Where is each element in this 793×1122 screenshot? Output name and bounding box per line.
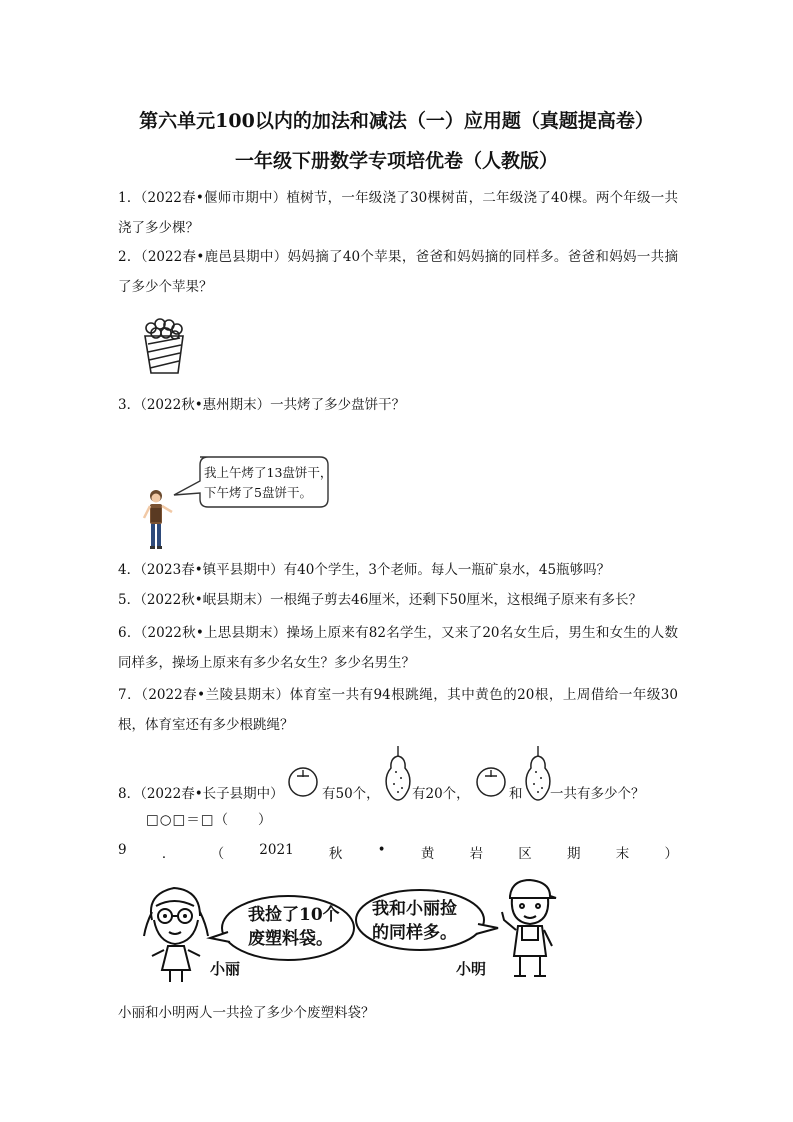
name-xiaoming: 小明 [456,960,487,978]
question-8-part-3: 和 [509,786,523,802]
apple-basket-icon [140,316,188,376]
bubble-left-line-1: 我捡了10个 [248,905,340,925]
q9-token: 黄 [420,846,435,862]
question-3: 3．（2022秋•惠州期末）一共烤了多少盘饼干？ [118,397,406,413]
apple-icon [474,762,508,798]
question-5: 5．（2022秋•岷县期末）一根绳子剪去46厘米，还剩下50厘米，这根绳子原来有多长？ [118,592,643,608]
question-8-part-4: 一共有多少个？ [550,786,645,802]
q9-token: 区 [518,846,532,862]
q9-token: ） [664,846,678,862]
bubble-line-1: 我上午烤了13盘饼干， [204,465,333,480]
girl-xiaoli-icon [138,880,214,984]
bubble-left-line-2: 废塑料袋。 [248,929,333,949]
question-8-answer-blank: □○□＝□（ ） [146,812,273,828]
question-8-part-2: 有20个， [412,786,470,802]
page-subtitle: 一年级下册数学专项培优卷（人教版） [234,150,558,172]
question-8-prefix: 8．（2022春•长子县期中） [118,786,284,802]
question-4: 4．（2023春•镇平县期中）有40个学生，3个老师。每人一瓶矿泉水，45瓶够吗？ [118,562,611,578]
q9-token: 期 [567,846,581,862]
question-7: 7．（2022春•兰陵县期末）体育室一共有94根跳绳，其中黄色的20根，上周借给一年级30根，体育室还有多少根跳绳？ [118,687,678,733]
q9-token: 2021 [259,842,294,858]
boy-xiaoming-icon [498,876,560,982]
q9-token: （ [210,846,225,862]
q9-token: 末 [615,846,630,862]
q9-token: 岩 [469,846,484,862]
q9-token: • [377,842,386,858]
name-xiaoli: 小丽 [210,960,241,978]
q9-token: ． [161,846,176,862]
speech-bubble [172,453,332,513]
question-1: 1．（2022春•偃师市期中）植树节，一年级浇了30棵树苗，二年级浇了40棵。两个年级一共浇了多少棵？ [118,190,678,236]
bubble-right-line-2: 的同样多。 [372,923,457,943]
question-9-text: 小丽和小明两人一共捡了多少个废塑料袋？ [118,1005,375,1021]
pear-icon [382,744,414,802]
bubble-right-line-1: 我和小丽捡 [372,899,457,919]
question-6: 6．（2022秋•上思县期末）操场上原来有82名学生，又来了20名女生后，男生和女生的人数同样多，操场上原来有多少名女生？多少名男生？ [118,625,678,671]
page-title: 第六单元100以内的加法和减法（一）应用题（真题提高卷） [139,110,654,132]
question-2: 2．（2022春•鹿邑县期中）妈妈摘了40个苹果，爸爸和妈妈摘的同样多。爸爸和妈妈一共摘了多少个苹果？ [118,249,678,295]
q9-token: 秋 [328,846,343,862]
apple-icon [286,762,320,798]
q9-token: 9 [118,842,127,858]
question-9-header [118,842,678,862]
question-8-part-1: 有50个， [322,786,380,802]
bubble-line-2: 下午烤了5盘饼干。 [204,485,312,500]
